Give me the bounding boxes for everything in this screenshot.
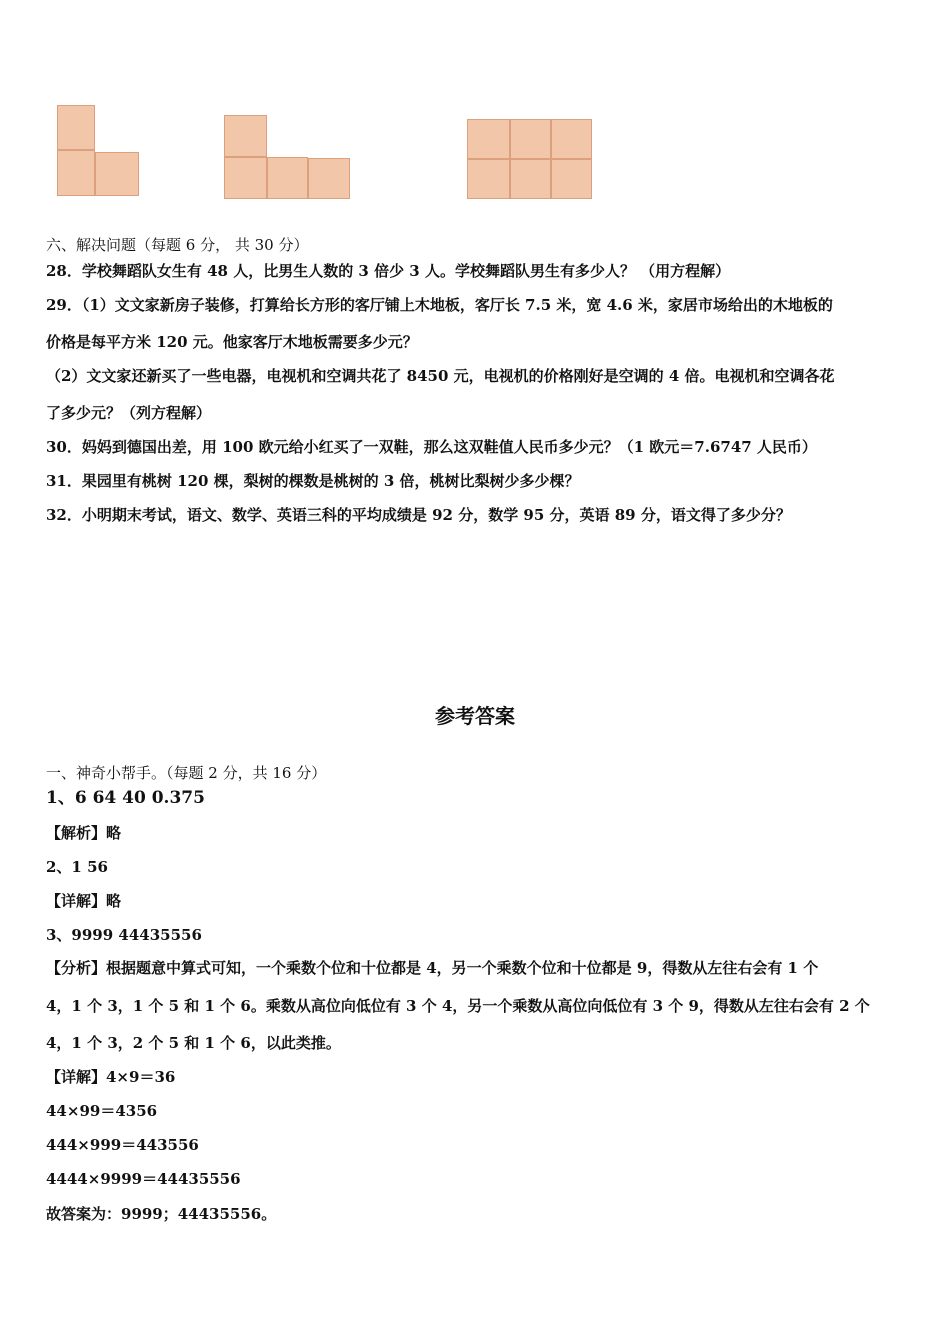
question-28: 28．学校舞蹈队女生有 48 人，比男生人数的 3 倍少 3 人。学校舞蹈队男生有多少人？ （用方程解） bbox=[46, 262, 731, 280]
answer-1: 1、6 64 40 0.375 bbox=[46, 788, 205, 808]
figure-row bbox=[0, 0, 950, 220]
question-32: 32．小明期末考试，语文、数学、英语三科的平均成绩是 92 分，数学 95 分，英语 89 分，语文得了多少分？ bbox=[46, 506, 791, 524]
square bbox=[308, 158, 350, 199]
question-29-part2-line1: （2）文文家还新买了一些电器，电视机和空调共花了 8450 元，电视机的价格刚好是空调的 4 倍。电视机和空调各花 bbox=[46, 367, 835, 385]
question-29-part1-line1: 29．（1）文文家新房子装修，打算给长方形的客厅铺上木地板，客厅长 7.5 米，宽 4.6 米，家居市场给出的木地板的 bbox=[46, 296, 833, 314]
answer-3: 3、9999 44435556 bbox=[46, 926, 202, 944]
answers-title: 参考答案 bbox=[435, 704, 515, 728]
answers-section-heading: 一、神奇小帮手。（每题 2 分，共 16 分） bbox=[46, 764, 327, 782]
question-29-part1-line2: 价格是每平方米 120 元。他家客厅木地板需要多少元？ bbox=[46, 333, 418, 351]
square bbox=[510, 159, 551, 199]
section-heading: 六、解决问题（每题 6 分， 共 30 分） bbox=[46, 236, 309, 254]
square bbox=[551, 119, 592, 159]
square bbox=[510, 119, 551, 159]
square bbox=[224, 157, 267, 199]
answer-3-analysis-line1: 【分析】根据题意中算式可知，一个乘数个位和十位都是 4，另一个乘数个位和十位都是 9，得数从左往右会有 1 个 bbox=[46, 959, 819, 977]
square bbox=[95, 152, 139, 196]
square bbox=[224, 115, 267, 157]
answer-3-detail-line3: 444×999＝443556 bbox=[46, 1136, 199, 1154]
answer-3-detail-line1: 【详解】4×9＝36 bbox=[46, 1068, 176, 1086]
answer-3-analysis-line3: 4，1 个 3，2 个 5 和 1 个 6，以此类推。 bbox=[46, 1034, 341, 1052]
square bbox=[267, 157, 308, 199]
square bbox=[57, 150, 95, 196]
answer-2-note: 【详解】略 bbox=[46, 892, 122, 910]
square bbox=[467, 119, 510, 159]
square bbox=[551, 159, 592, 199]
answer-3-analysis-line2: 4，1 个 3，1 个 5 和 1 个 6。乘数从高位向低位有 3 个 4，另一个乘数从高位向低位有 3 个 9，得数从左往右会有 2 个 bbox=[46, 997, 870, 1015]
square bbox=[467, 159, 510, 199]
answer-3-detail-line2: 44×99＝4356 bbox=[46, 1102, 158, 1120]
answer-1-note: 【解析】略 bbox=[46, 824, 122, 842]
answer-2: 2、1 56 bbox=[46, 858, 108, 876]
question-30: 30．妈妈到德国出差，用 100 欧元给小红买了一双鞋，那么这双鞋值人民币多少元？（1 欧元＝7.6747 人民币） bbox=[46, 438, 817, 456]
answer-3-final: 故答案为：9999；44435556。 bbox=[46, 1205, 277, 1223]
question-31: 31．果园里有桃树 120 棵，梨树的棵数是桃树的 3 倍，桃树比梨树少多少棵？ bbox=[46, 472, 580, 490]
question-29-part2-line2: 了多少元？（列方程解） bbox=[46, 404, 212, 422]
square bbox=[57, 105, 95, 150]
answer-3-detail-line4: 4444×9999＝44435556 bbox=[46, 1170, 241, 1188]
